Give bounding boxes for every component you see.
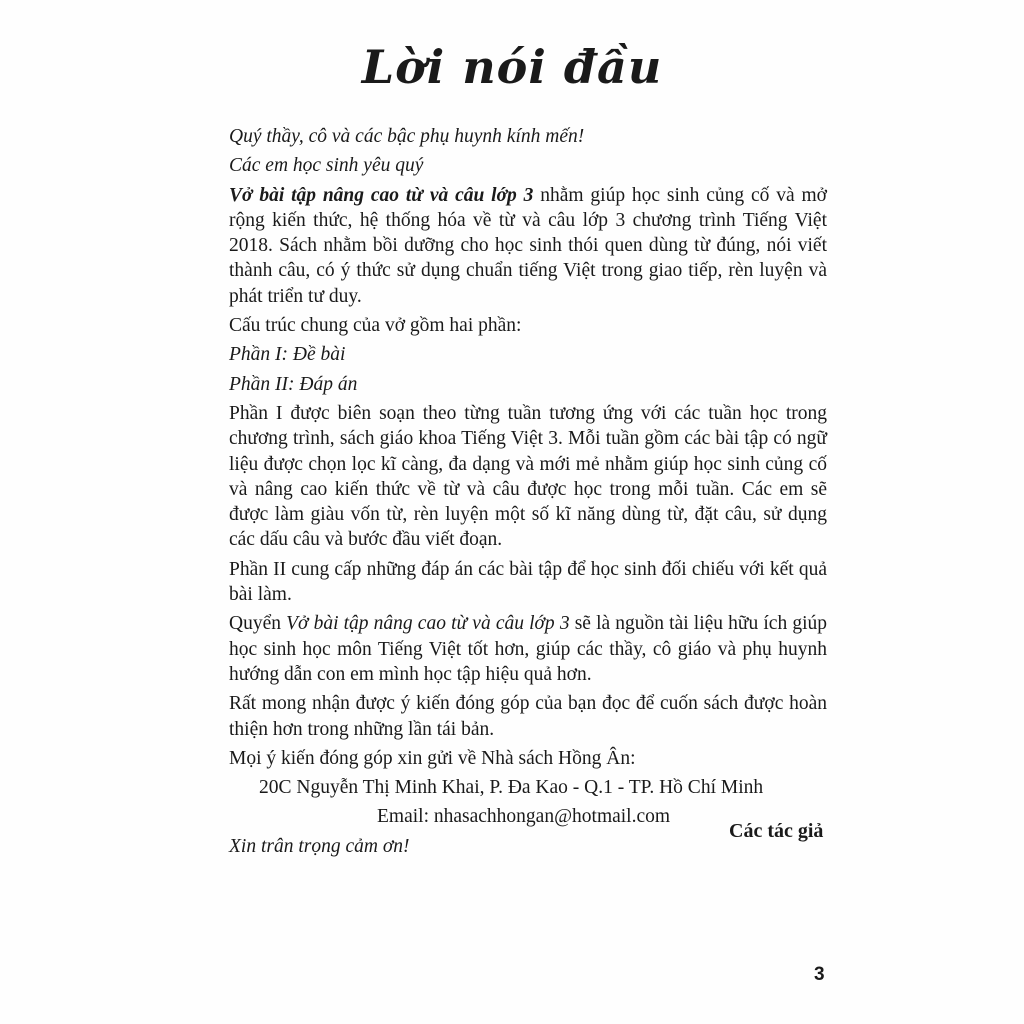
greeting-line-2: Các em học sinh yêu quý <box>229 155 424 177</box>
book-prefix: Quyển <box>229 613 287 635</box>
book-title-italic: Vở bài tập nâng cao từ và câu lớp 3 <box>286 613 570 635</box>
book-usefulness-paragraph <box>229 611 827 687</box>
preface-body <box>229 124 827 863</box>
intro-text: nhằm giúp học sinh củng cố và mở rộng kiến thức, hệ thống hóa về từ và câu lớp 3 chương trình Tiếng Việt 2018. Sách nhằm bồi dưỡng cho học sinh thói quen dùng từ đúng, nói viết thành câu, có ý thức sử dụng chuẩn tiếng Việt trong giao tiếp, rèn luyện và phát triển tư duy. <box>229 184 827 307</box>
book-title-bold: Vở bài tập nâng cao từ và câu lớp 3 <box>229 184 534 206</box>
part2-label: Phần II: Đáp án <box>229 373 358 395</box>
page-title: Lời nói đầu <box>361 40 663 94</box>
email-line: Email: nhasachhongan@hotmail.com <box>377 806 671 828</box>
send-to-line: Mọi ý kiến đóng góp xin gửi về Nhà sách Hồng Ân: <box>229 747 636 769</box>
address-line: 20C Nguyễn Thị Minh Khai, P. Đa Kao - Q.1 - TP. Hồ Chí Minh <box>259 777 764 799</box>
part1-label: Phần I: Đề bài <box>229 344 346 366</box>
book-usefulness-text: sẽ là nguồn tài liệu hữu ích giúp học sinh học môn Tiếng Việt tốt hơn, giúp các thầy, cô giáo và phụ huynh hướng dẫn con em mình học tập hiệu quả hơn. <box>229 613 827 685</box>
thanks-line: Xin trân trọng cảm ơn! <box>229 835 410 857</box>
part1-description: Phần I được biên soạn theo từng tuần tương ứng với các tuần học trong chương trình, sách giáo khoa Tiếng Việt 3. Mỗi tuần gồm các bài tập có ngữ liệu được chọn lọc kĩ càng, đa dạng và mới mẻ nhằm giúp học sinh củng cố và nâng cao kiến thức về từ và câu được học trong mỗi tuần. Các em sẽ được làm giàu vốn từ, rèn luyện một số kĩ năng dùng từ, đặt câu, sử dụng các dấu câu và bước đầu viết đoạn. <box>229 402 827 551</box>
authors-signature: Các tác giả <box>729 820 824 842</box>
feedback-paragraph: Rất mong nhận được ý kiến đóng góp của bạn đọc để cuốn sách được hoàn thiện hơn trong những lần tái bản. <box>229 693 827 740</box>
part2-description: Phần II cung cấp những đáp án các bài tập để học sinh đối chiếu với kết quả bài làm. <box>229 558 827 606</box>
intro-paragraph <box>229 183 827 309</box>
structure-line: Cấu trúc chung của vở gồm hai phần: <box>229 315 522 337</box>
page-number: 3 <box>814 964 825 985</box>
greeting-line-1: Quý thầy, cô và các bậc phụ huynh kính mến! <box>229 126 585 147</box>
